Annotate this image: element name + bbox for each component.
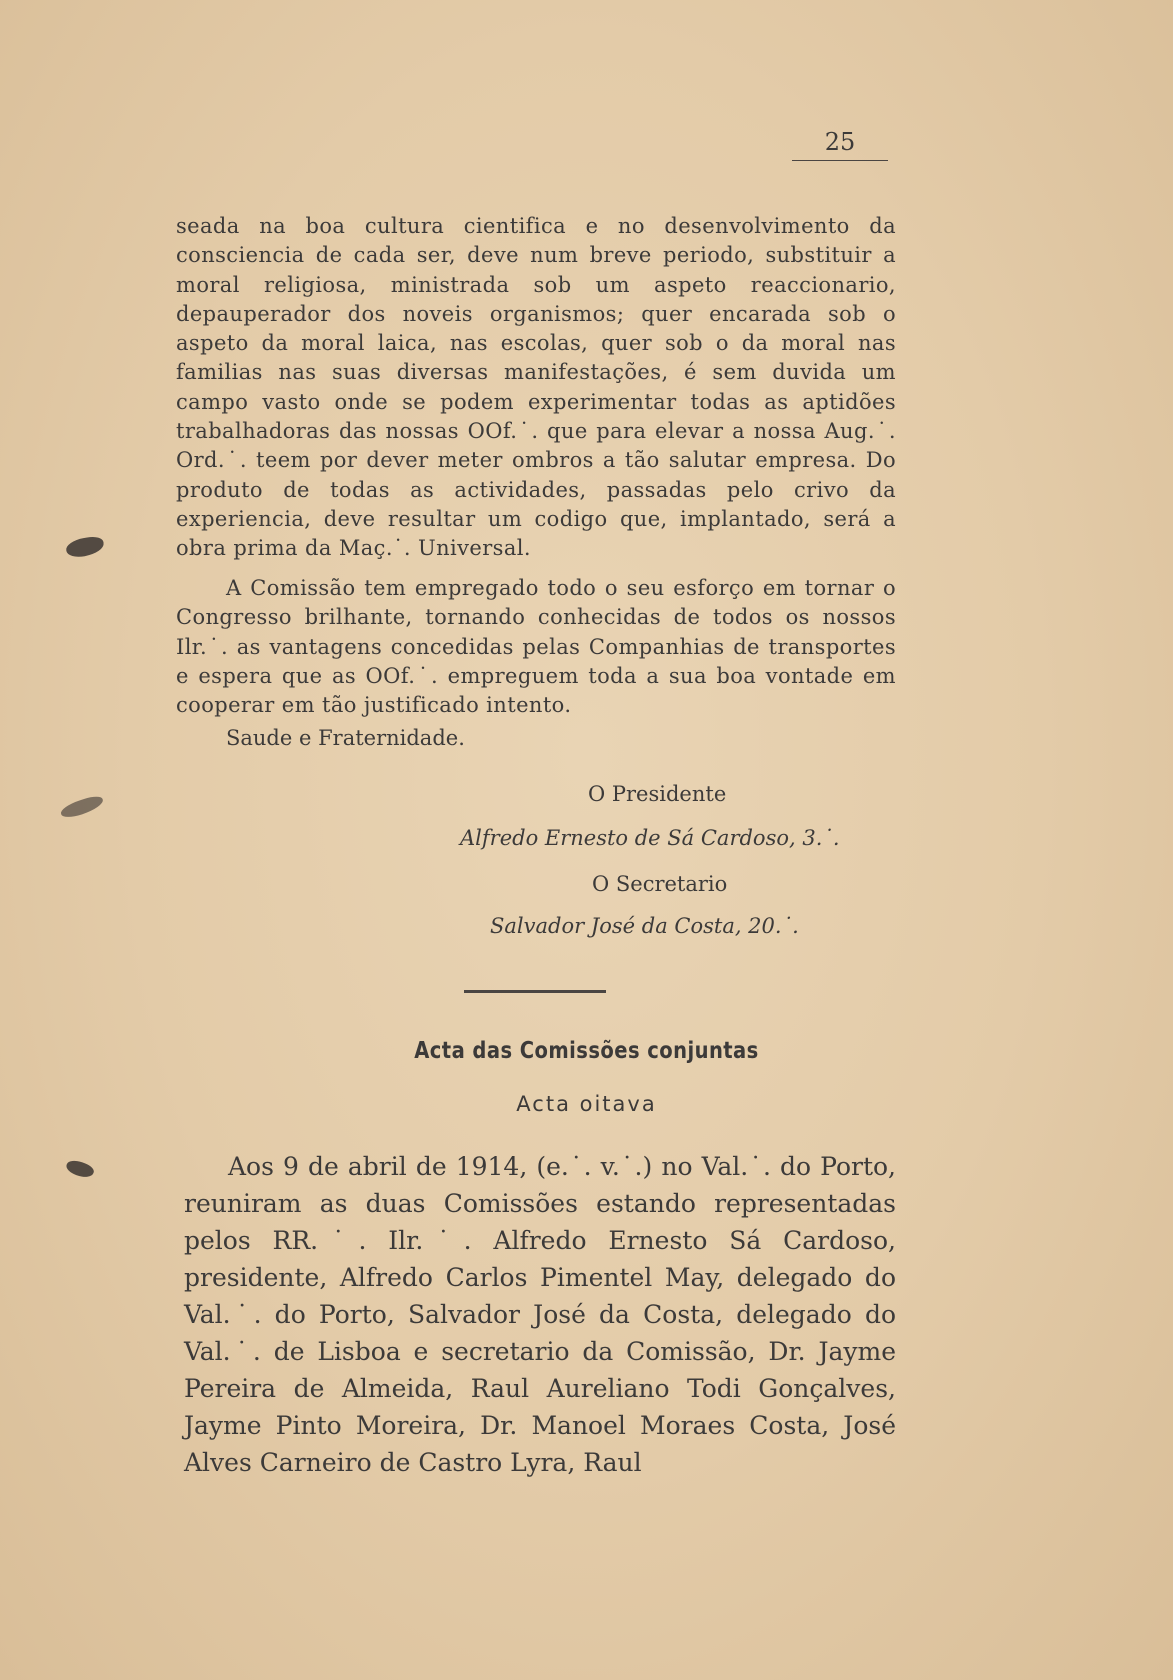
ink-stain — [64, 1158, 95, 1181]
closing-salutation: Saude e Fraternidade. — [226, 726, 465, 750]
body-paragraph-1: seada na boa cultura cientifica e no desenvolvimento da consciencia de cada ser, deve num breve periodo, substituir a moral religiosa, ministrada sob um aspeto reaccionario, depauperador dos noveis organismos; quer encarada sob o aspeto da moral laica, nas escolas, quer sob o da moral nas familias nas suas diversas manifestações, é sem duvida um campo vasto onde se podem experimentar todas as aptidões trabalhadoras das nossas OOf.˙. que para elevar a nossa Aug.˙. Ord.˙. teem por dever meter ombros a tão salutar empresa. Do produto de todas as actividades, passadas pelo crivo da experiencia, deve resultar um codigo que, implantado, será a obra prima da Maç.˙. Universal. — [176, 214, 896, 561]
secretary-title: O Secretario — [592, 872, 728, 896]
section-divider — [464, 990, 606, 993]
ink-stain — [65, 535, 106, 559]
section-subtitle: Acta oitava — [516, 1092, 657, 1116]
president-name: Alfredo Ernesto de Sá Cardoso, 3.˙. — [460, 826, 840, 850]
section-title: Acta das Comissões conjuntas — [414, 1038, 759, 1064]
body-paragraph-2: A Comissão tem empregado todo o seu esforço em tornar o Congresso brilhante, tornando conhecidas de todos os nossos Ilr.˙. as vantagens concedidas pelas Companhias de transportes e espera que as OOf.˙. empreguem toda a sua boa vontade em cooperar em tão justificado intento. — [176, 576, 896, 718]
president-title: O Presidente — [588, 782, 727, 806]
page-number: 25 — [792, 128, 888, 161]
ink-stain — [59, 794, 105, 821]
section-paragraph: Aos 9 de abril de 1914, (e.˙. v.˙.) no Val.˙. do Porto, reuniram as duas Comissões estando representadas pelos RR.˙. Ilr.˙. Alfredo Ernesto Sá Cardoso, presidente, Alfredo Carlos Pimentel May, delegado do Val.˙. do Porto, Salvador José da Costa, delegado do Val.˙. de Lisboa e secretario da Comissão, Dr. Jayme Pereira de Almeida, Raul Aureliano Todi Gonçalves, Jayme Pinto Moreira, Dr. Manoel Moraes Costa, José Alves Carneiro de Castro Lyra, Raul — [184, 1152, 896, 1477]
secretary-name: Salvador José da Costa, 20.˙. — [490, 914, 799, 938]
